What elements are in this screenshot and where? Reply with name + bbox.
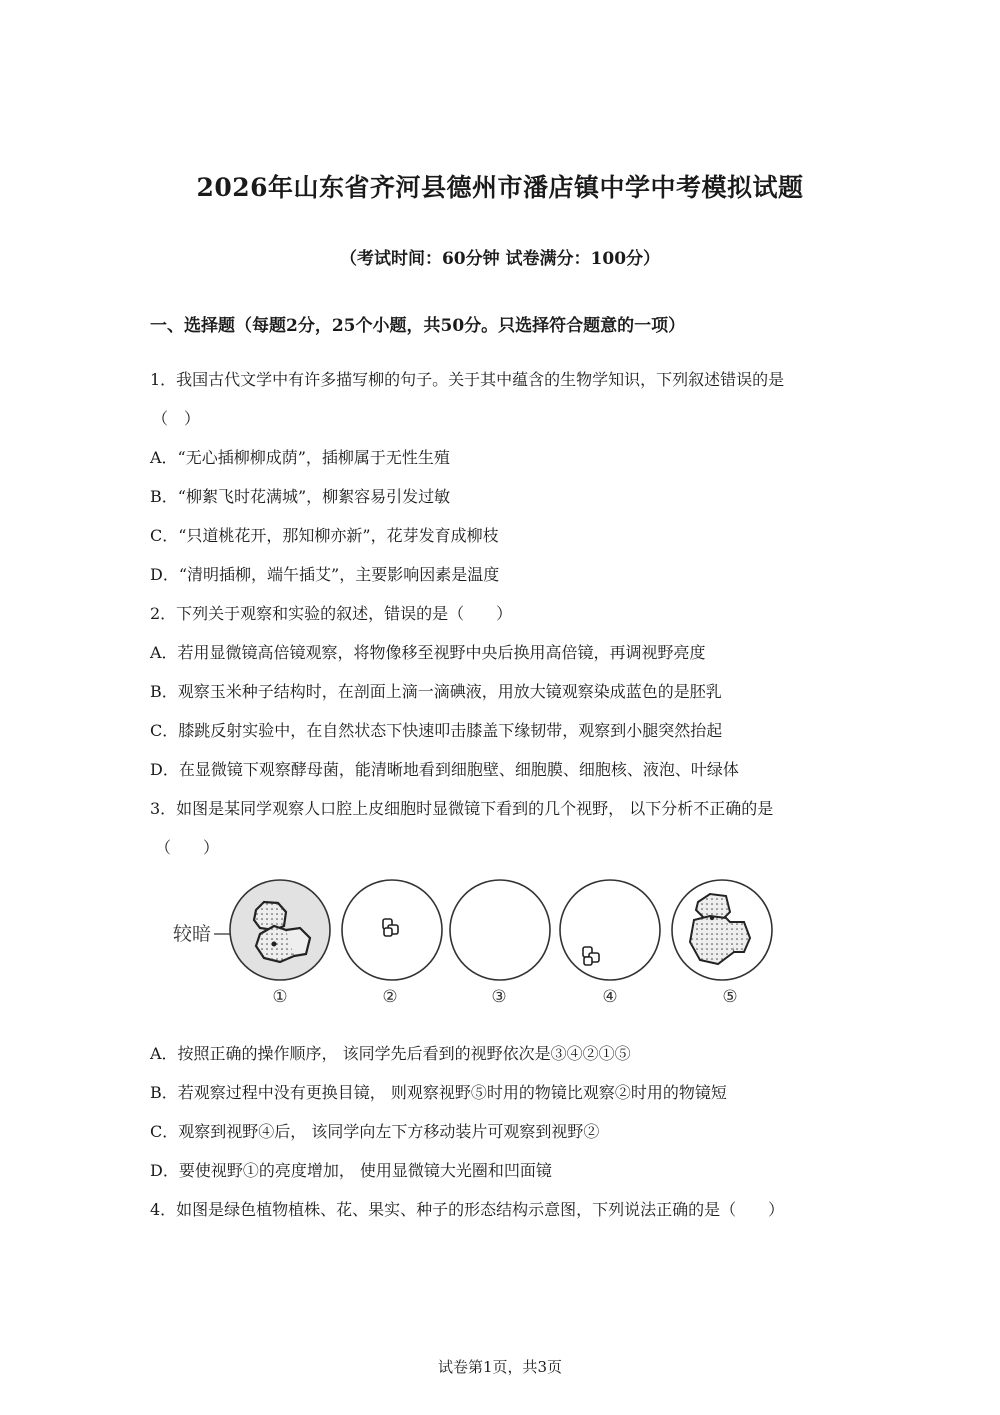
view-label-2: ② bbox=[382, 987, 398, 1007]
q3-option-a: A．按照正确的操作顺序， 该同学先后看到的视野依次是③④②①⑤ bbox=[150, 1044, 631, 1063]
q2-option-a: A．若用显微镜高倍镜观察，将物像移至视野中央后换用高倍镜，再调视野亮度 bbox=[150, 643, 706, 662]
q1-answer-blank: （ ） bbox=[152, 409, 201, 428]
view-label-4: ④ bbox=[602, 987, 618, 1007]
section-heading: 一、选择题（每题2分，25个小题，共50分。只选择符合题意的一项） bbox=[150, 316, 686, 336]
view-label-3: ③ bbox=[491, 987, 507, 1007]
q1-option-d: D．“清明插柳，端午插艾”，主要影响因素是温度 bbox=[150, 565, 500, 584]
q4-stem: 4．如图是绿色植物植株、花、果实、种子的形态结构示意图，下列说法正确的是（ ） bbox=[150, 1200, 785, 1219]
view-2-field bbox=[342, 880, 442, 980]
view-5-field bbox=[672, 880, 772, 980]
dark-label: 较暗 bbox=[173, 924, 212, 945]
q3-option-b: B．若观察过程中没有更换目镜， 则观察视野⑤时用的物镜比观察②时用的物镜短 bbox=[150, 1083, 727, 1102]
view-4-field bbox=[560, 880, 660, 980]
q1-stem: 1．我国古代文学中有许多描写柳的句子。关于其中蕴含的生物学知识，下列叙述错误的是 bbox=[150, 370, 785, 389]
exam-title: 2026年山东省齐河县德州市潘店镇中学中考模拟试题 bbox=[196, 173, 804, 202]
q2-option-c: C．膝跳反射实验中，在自然状态下快速叩击膝盖下缘韧带，观察到小腿突然抬起 bbox=[150, 721, 723, 740]
view-label-1: ① bbox=[272, 987, 288, 1007]
view-1-dark-field bbox=[230, 880, 330, 980]
view-label-5: ⑤ bbox=[722, 987, 738, 1007]
exam-subtitle: （考试时间：60分钟 试卷满分：100分） bbox=[339, 249, 661, 269]
q1-option-a: A．“无心插柳柳成荫”，插柳属于无性生殖 bbox=[150, 448, 450, 467]
q3-option-c: C．观察到视野④后， 该同学向左下方移动装片可观察到视野② bbox=[150, 1122, 600, 1141]
q1-option-c: C．“只道桃花开，那知柳亦新”，花芽发育成柳枝 bbox=[150, 526, 499, 545]
page-footer: 试卷第1页，共3页 bbox=[437, 1358, 563, 1376]
q2-option-d: D．在显微镜下观察酵母菌，能清晰地看到细胞壁、细胞膜、细胞核、液泡、叶绿体 bbox=[150, 760, 739, 779]
q2-stem: 2．下列关于观察和实验的叙述，错误的是（ ） bbox=[150, 604, 513, 623]
q1-option-b: B．“柳絮飞时花满城”，柳絮容易引发过敏 bbox=[150, 487, 451, 506]
q3-stem: 3．如图是某同学观察人口腔上皮细胞时显微镜下看到的几个视野， 以下分析不正确的是 bbox=[150, 799, 774, 818]
q3-option-d: D．要使视野①的亮度增加， 使用显微镜大光圈和凹面镜 bbox=[150, 1161, 552, 1180]
view-3-field bbox=[450, 880, 550, 980]
q3-answer-blank: （ ） bbox=[155, 838, 220, 857]
microscope-views-figure bbox=[170, 872, 780, 1012]
q2-option-b: B．观察玉米种子结构时，在剖面上滴一滴碘液，用放大镜观察染成蓝色的是胚乳 bbox=[150, 682, 722, 701]
